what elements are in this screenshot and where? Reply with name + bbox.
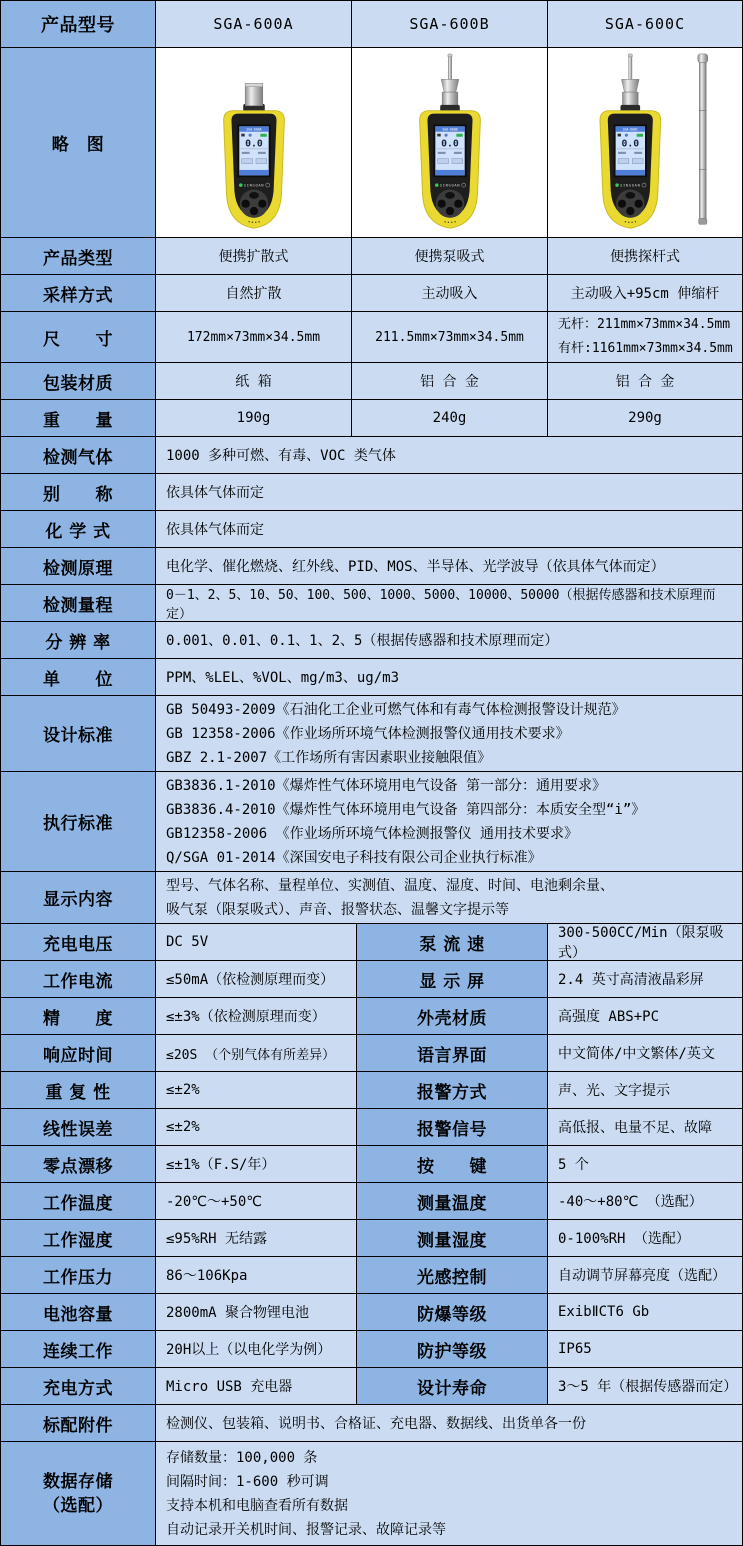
table-row-display-content <box>1 872 742 924</box>
cell-value: 检测仪、包装箱、说明书、合格证、充电器、数据线、出货单各一份 <box>156 1405 742 1441</box>
row-label: 化 学 式 <box>1 511 156 547</box>
row-label: 测量湿度 <box>357 1220 548 1256</box>
telescopic-rod-illustration <box>698 53 708 223</box>
standard-line: GB 50493-2009《石油化工企业可燃气体和有毒气体检测报警设计规范》 <box>166 701 626 718</box>
row-label: 重 量 <box>1 400 156 436</box>
cell-value: 211.5mm×73mm×34.5mm <box>352 312 548 362</box>
row-label <box>1 1442 156 1545</box>
display-line: 吸气泵（限泵吸式）、声音、报警状态、温馨文字提示等 <box>166 901 509 918</box>
device-screen-reading: 0.0 <box>440 137 459 149</box>
cell-value: 依具体气体而定 <box>156 511 742 547</box>
storage-label-line1: 数据存储 <box>43 1471 113 1492</box>
cell-value: 便携扩散式 <box>156 238 352 274</box>
table-row-working-current <box>1 961 742 998</box>
product-image-cell-c <box>548 48 742 237</box>
cell-value <box>156 1442 742 1545</box>
table-row-data-storage <box>1 1442 742 1545</box>
row-label: 工作温度 <box>1 1183 156 1219</box>
device-screen-title: SGA-600B <box>441 127 458 132</box>
row-label: 线性误差 <box>1 1109 156 1145</box>
standard-line: GB12358-2006 《作业场所环境气体检测报警仪 通用技术要求》 <box>166 825 579 842</box>
device-illustration-a <box>198 50 310 236</box>
row-label: 电池容量 <box>1 1294 156 1330</box>
table-row-accuracy <box>1 998 742 1035</box>
storage-line: 支持本机和电脑查看所有数据 <box>166 1497 348 1514</box>
cell-value: 0.001、0.01、0.1、1、2、5（根据传感器和技术原理而定） <box>156 622 742 658</box>
row-label: 设计标准 <box>1 696 156 771</box>
table-row-range <box>1 585 742 622</box>
table-row-alias <box>1 474 742 511</box>
row-label: 包装材质 <box>1 363 156 399</box>
cell-value: ≤±3%（依检测原理而变） <box>156 998 357 1034</box>
table-row-gases <box>1 437 742 474</box>
row-label: 精 度 <box>1 998 156 1034</box>
cell-value: ≤±2% <box>156 1072 357 1108</box>
storage-line: 间隔时间：1-600 秒可调 <box>166 1473 329 1490</box>
header-label: 产品型号 <box>1 1 156 47</box>
cell-value: 300-500CC/Min（限泵吸式） <box>548 924 742 960</box>
row-label: 工作压力 <box>1 1257 156 1293</box>
table-row-linearity <box>1 1109 742 1146</box>
cell-value: ≤20S （个别气体有所差异） <box>156 1035 357 1071</box>
cell-value <box>156 872 742 923</box>
device-screen-title: SGA-600A <box>245 127 262 132</box>
dimension-line-with-rod: 有杆:1161mm×73mm×34.5mm <box>558 341 733 356</box>
cell-value: -40～+80℃ （选配） <box>548 1183 742 1219</box>
device-illustration-b <box>394 50 506 236</box>
cell-value: DC 5V <box>156 924 357 960</box>
row-label: 设计寿命 <box>357 1368 548 1404</box>
row-label: 按 键 <box>357 1146 548 1182</box>
cell-value: 主动吸入 <box>352 275 548 311</box>
cell-value: ≤±2% <box>156 1109 357 1145</box>
cell-value: 高强度 ABS+PC <box>548 998 742 1034</box>
cell-value: 3～5 年（根据传感器而定） <box>548 1368 742 1404</box>
device-brand-label: SINGOAN <box>439 183 460 188</box>
row-label: 显示内容 <box>1 872 156 923</box>
row-label: 外壳材质 <box>357 998 548 1034</box>
table-row-formula <box>1 511 742 548</box>
row-label: 光感控制 <box>357 1257 548 1293</box>
device-illustration-c <box>548 50 742 236</box>
standard-line: Q/SGA 01-2014《深国安电子科技有限公司企业执行标准》 <box>166 849 542 866</box>
row-label: 泵 流 速 <box>357 924 548 960</box>
row-label: 重 复 性 <box>1 1072 156 1108</box>
table-row-product-type <box>1 238 742 275</box>
sketch-label: 略 图 <box>1 48 156 237</box>
cell-value: 2.4 英寸高清液晶彩屏 <box>548 961 742 997</box>
table-row-continuous-work <box>1 1331 742 1368</box>
cell-value: 铝 合 金 <box>352 363 548 399</box>
standard-line: GB3836.4-2010《爆炸性气体环境用电气设备 第四部分：本质安全型“i”》 <box>166 801 646 818</box>
standard-line: GBZ 2.1-2007《工作场所有害因素职业接触限值》 <box>166 749 492 766</box>
table-row-charge-voltage <box>1 924 742 961</box>
cell-value: 电化学、催化燃烧、红外线、PID、MOS、半导体、光学波导（依具体气体而定） <box>156 548 742 584</box>
model-name-a: SGA-600A <box>156 1 352 47</box>
table-row-dimensions <box>1 312 742 363</box>
cell-value: 声、光、文字提示 <box>548 1072 742 1108</box>
cell-value <box>548 312 742 362</box>
cell-value: ≤95%RH 无结露 <box>156 1220 357 1256</box>
model-name-b: SGA-600B <box>352 1 548 47</box>
cell-value: 2800mA 聚合物锂电池 <box>156 1294 357 1330</box>
row-label: 采样方式 <box>1 275 156 311</box>
cell-value: 240g <box>352 400 548 436</box>
cell-value: ≤50mA（依检测原理而变） <box>156 961 357 997</box>
device-brand-label: SINGOAN <box>243 183 264 188</box>
table-row-sketch <box>1 48 742 238</box>
row-label: 检测原理 <box>1 548 156 584</box>
table-row-exec-standard <box>1 772 742 872</box>
row-label: 单 位 <box>1 659 156 695</box>
row-label: 工作湿度 <box>1 1220 156 1256</box>
cell-value: 20H以上（以电化学为例） <box>156 1331 357 1367</box>
display-line: 型号、气体名称、量程单位、实测值、温度、湿度、时间、电池剩余量、 <box>166 877 614 894</box>
row-label: 连续工作 <box>1 1331 156 1367</box>
table-row-weight <box>1 400 742 437</box>
model-name-c: SGA-600C <box>548 1 742 47</box>
row-label: 充电电压 <box>1 924 156 960</box>
table-row-working-humidity <box>1 1220 742 1257</box>
storage-line: 存储数量：100,000 条 <box>166 1449 318 1466</box>
row-label: 工作电流 <box>1 961 156 997</box>
device-screen-reading: 0.0 <box>244 137 263 149</box>
row-label: 执行标准 <box>1 772 156 871</box>
cell-value: PPM、%LEL、%VOL、mg/m3、ug/m3 <box>156 659 742 695</box>
table-row-working-pressure <box>1 1257 742 1294</box>
row-label: 响应时间 <box>1 1035 156 1071</box>
cell-value: ≤±1%（F.S/年） <box>156 1146 357 1182</box>
cell-value: 便携探杆式 <box>548 238 742 274</box>
cell-value: IP65 <box>548 1331 742 1367</box>
table-row-header <box>1 1 742 48</box>
cell-value: 纸 箱 <box>156 363 352 399</box>
row-label: 充电方式 <box>1 1368 156 1404</box>
cell-value: 主动吸入+95cm 伸缩杆 <box>548 275 742 311</box>
table-row-response-time <box>1 1035 742 1072</box>
cell-value: 172mm×73mm×34.5mm <box>156 312 352 362</box>
row-label: 显 示 屏 <box>357 961 548 997</box>
cell-value <box>156 772 742 871</box>
cell-value: 依具体气体而定 <box>156 474 742 510</box>
row-label: 防爆等级 <box>357 1294 548 1330</box>
product-image-cell-b <box>352 48 548 237</box>
cell-value: 便携泵吸式 <box>352 238 548 274</box>
cell-value: 1000 多种可燃、有毒、VOC 类气体 <box>156 437 742 473</box>
cell-value: -20℃～+50℃ <box>156 1183 357 1219</box>
row-label: 语言界面 <box>357 1035 548 1071</box>
cell-value: 自然扩散 <box>156 275 352 311</box>
row-label: 尺 寸 <box>1 312 156 362</box>
cell-value: 0－1、2、5、10、50、100、500、1000、5000、10000、50000（根据传感器和技术原理而定） <box>156 585 742 621</box>
table-row-design-standard <box>1 696 742 772</box>
dimension-line-no-rod: 无杆：211mm×73mm×34.5mm <box>558 317 731 332</box>
cell-value: 86～106Kpa <box>156 1257 357 1293</box>
cell-value <box>156 696 742 771</box>
table-row-accessories <box>1 1405 742 1442</box>
standard-line: GB 12358-2006《作业场所环境气体检测报警仪通用技术要求》 <box>166 725 570 742</box>
table-row-zero-drift <box>1 1146 742 1183</box>
cell-value: 190g <box>156 400 352 436</box>
storage-line: 自动记录开关机时间、报警记录、故障记录等 <box>166 1521 446 1538</box>
row-label: 分 辨 率 <box>1 622 156 658</box>
cell-value: 290g <box>548 400 742 436</box>
table-row-units <box>1 659 742 696</box>
table-row-principle <box>1 548 742 585</box>
table-row-charging-method <box>1 1368 742 1405</box>
device-brand-label: SINGOAN <box>620 183 641 188</box>
row-label: 防护等级 <box>357 1331 548 1367</box>
cell-value: 自动调节屏幕亮度（选配） <box>548 1257 742 1293</box>
cell-value: 0-100%RH （选配） <box>548 1220 742 1256</box>
table-row-battery <box>1 1294 742 1331</box>
row-label: 报警方式 <box>357 1072 548 1108</box>
row-label: 检测量程 <box>1 585 156 621</box>
row-label: 零点漂移 <box>1 1146 156 1182</box>
table-row-resolution <box>1 622 742 659</box>
cell-value: Micro USB 充电器 <box>156 1368 357 1404</box>
device-screen-reading: 0.0 <box>621 137 640 149</box>
device-screen-title: SGA-600C <box>622 127 638 132</box>
cell-value: 5 个 <box>548 1146 742 1182</box>
row-label: 别 称 <box>1 474 156 510</box>
product-image-cell-a <box>156 48 352 237</box>
standard-line: GB3836.1-2010《爆炸性气体环境用电气设备 第一部分：通用要求》 <box>166 777 607 794</box>
cell-value: 高低报、电量不足、故障 <box>548 1109 742 1145</box>
row-label: 产品类型 <box>1 238 156 274</box>
cell-value: 铝 合 金 <box>548 363 742 399</box>
cell-value: 中文简体/中文繁体/英文 <box>548 1035 742 1071</box>
table-row-working-temp <box>1 1183 742 1220</box>
row-label: 报警信号 <box>357 1109 548 1145</box>
row-label: 检测气体 <box>1 437 156 473</box>
table-row-repeatability <box>1 1072 742 1109</box>
storage-label-line2: （选配） <box>43 1495 113 1516</box>
row-label: 测量温度 <box>357 1183 548 1219</box>
row-label: 标配附件 <box>1 1405 156 1441</box>
table-row-packaging <box>1 363 742 400</box>
table-row-sampling <box>1 275 742 312</box>
cell-value: ExibⅡCT6 Gb <box>548 1294 742 1330</box>
